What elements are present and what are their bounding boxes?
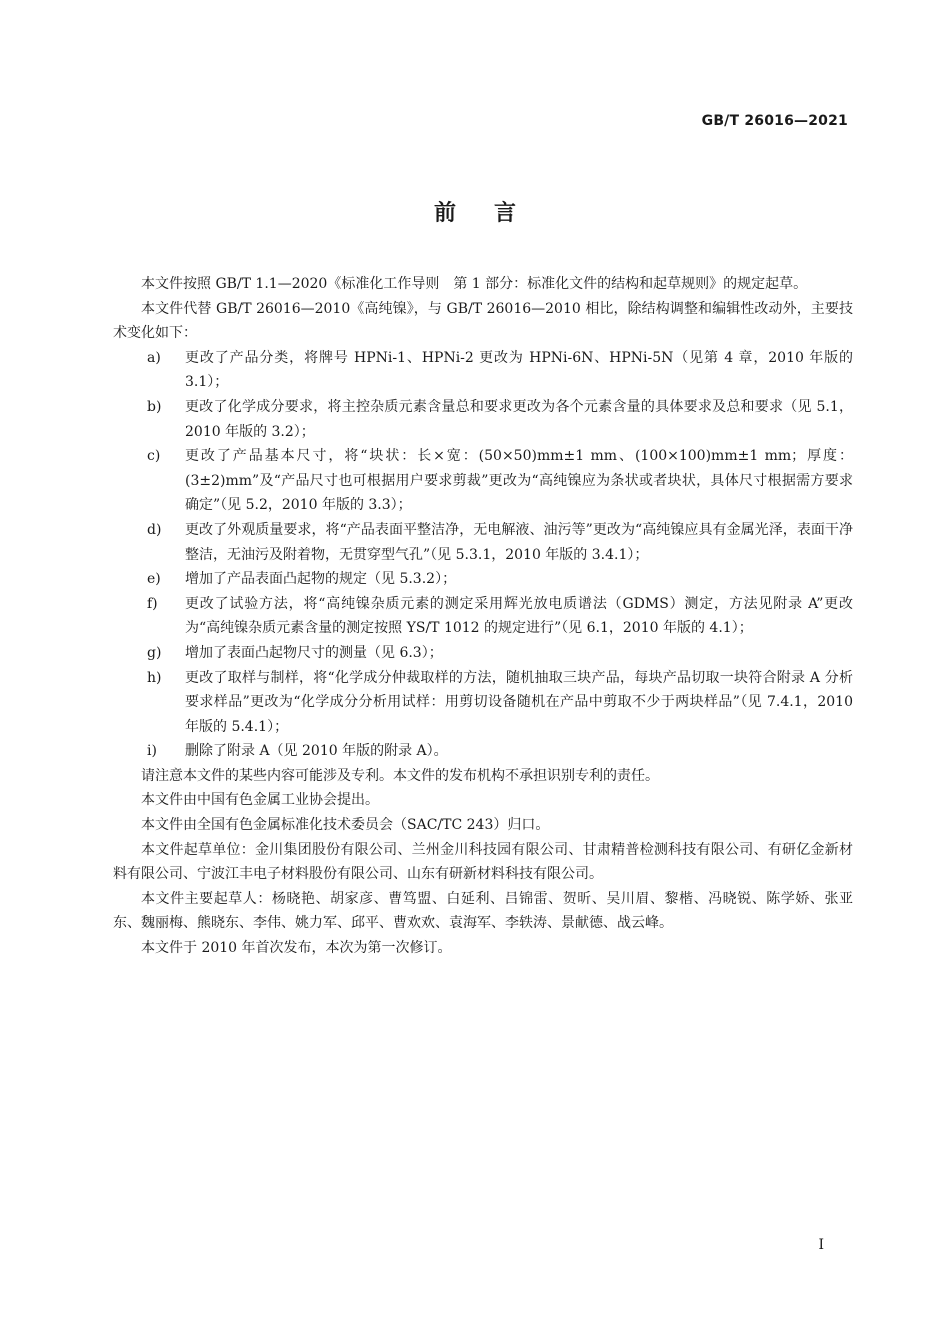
list-item (113, 518, 853, 567)
committee-statement: 本文件由全国有色金属标准化技术委员会（SAC/TC 243）归口。 (141, 817, 550, 834)
page-number: Ⅰ (818, 1237, 824, 1253)
list-item-label: h) (147, 669, 162, 686)
standard-code: GB/T 26016—2021 (701, 113, 848, 129)
list-item-label: c) (147, 448, 161, 465)
list-item-label: e) (147, 571, 161, 588)
list-item (113, 739, 853, 764)
list-item-label: a) (147, 349, 161, 366)
proposer-statement: 本文件由中国有色金属工业协会提出。 (141, 792, 379, 809)
page-title: 前言 (433, 201, 554, 226)
list-item-text: 增加了表面凸起物尺寸的测量（见 6.3）； (185, 644, 443, 661)
changes-list (113, 346, 853, 764)
list-item-label: b) (147, 398, 162, 415)
list-item-label: f) (147, 595, 158, 612)
list-item-label: g) (147, 644, 162, 661)
list-item-label: d) (147, 521, 162, 538)
list-item-text: 更改了产品基本尺寸，将“块状：长×宽：(50×50)mm±1 mm、(100×100)mm±1 mm；厚度：(3±2)mm”及“产品尺寸也可根据用户要求剪裁”更改为“高纯镍应为条状或者块状，具体尺寸根据需方要求确定”（见 5.2，2010 年版的 3.3）； (185, 448, 853, 514)
list-item-text: 更改了产品分类，将牌号 HPNi-1、HPNi-2 更改为 HPNi-6N、HPNi-5N（见第 4 章，2010 年版的 3.1）； (185, 349, 853, 391)
list-item-text: 增加了产品表面凸起物的规定（见 5.3.2）； (185, 571, 457, 588)
list-item (113, 444, 853, 518)
list-item (113, 346, 853, 395)
drafting-units: 本文件起草单位：金川集团股份有限公司、兰州金川科技园有限公司、甘肃精普检测科技有限公司、有研亿金新材料有限公司、宁波江丰电子材料股份有限公司、山东有研新材料科技有限公司。 (113, 841, 853, 883)
list-item-text: 删除了附录 A（见 2010 年版的附录 A）。 (185, 743, 448, 760)
list-item (113, 567, 853, 592)
list-item (113, 592, 853, 641)
list-item (113, 666, 853, 740)
list-item-label: i) (147, 743, 157, 760)
foreword-body (113, 272, 853, 961)
list-item (113, 641, 853, 666)
drafters: 本文件主要起草人：杨晓艳、胡家彦、曹笃盟、白延利、吕锦雷、贺昕、吴川眉、黎楷、冯晓锐、陈学娇、张亚东、魏丽梅、熊晓东、李伟、姚力军、邱平、曹欢欢、袁海军、李轶涛、景献德、战云峰。 (113, 890, 853, 932)
list-item-text: 更改了取样与制样，将“化学成分仲裁取样的方法，随机抽取三块产品，每块产品切取一块符合附录 A 分析要求样品”更改为“化学成分分析用试样：用剪切设备随机在产品中剪取不少于两块样品”（见 7.4.1，2010 年版的 5.4.1）； (185, 669, 853, 735)
list-item-text: 更改了试验方法，将“高纯镍杂质元素的测定采用辉光放电质谱法（GDMS）测定，方法见附录 A”更改为“高纯镍杂质元素含量的测定按照 YS/T 1012 的规定进行”（见 6.1，2010 年版的 4.1）； (185, 595, 853, 637)
publication-history: 本文件于 2010 年首次发布，本次为第一次修订。 (141, 940, 452, 957)
intro-paragraph-1: 本文件按照 GB/T 1.1—2020《标准化工作导则 第 1 部分：标准化文件的结构和起草规则》的规定起草。 (141, 276, 808, 292)
list-item-text: 更改了化学成分要求，将主控杂质元素含量总和要求更改为各个元素含量的具体要求及总和要求（见 5.1，2010 年版的 3.2）； (185, 398, 853, 440)
list-item-text: 更改了外观质量要求，将“产品表面平整洁净，无电解液、油污等”更改为“高纯镍应具有金属光泽，表面干净整洁，无油污及附着物，无贯穿型气孔”（见 5.3.1，2010 年版的 3.4.1）； (185, 521, 853, 563)
intro-paragraph-2: 本文件代替 GB/T 26016—2010《高纯镍》，与 GB/T 26016—2010 相比，除结构调整和编辑性改动外，主要技术变化如下： (113, 300, 853, 342)
list-item (113, 395, 853, 444)
patent-notice: 请注意本文件的某些内容可能涉及专利。本文件的发布机构不承担识别专利的责任。 (141, 767, 659, 784)
